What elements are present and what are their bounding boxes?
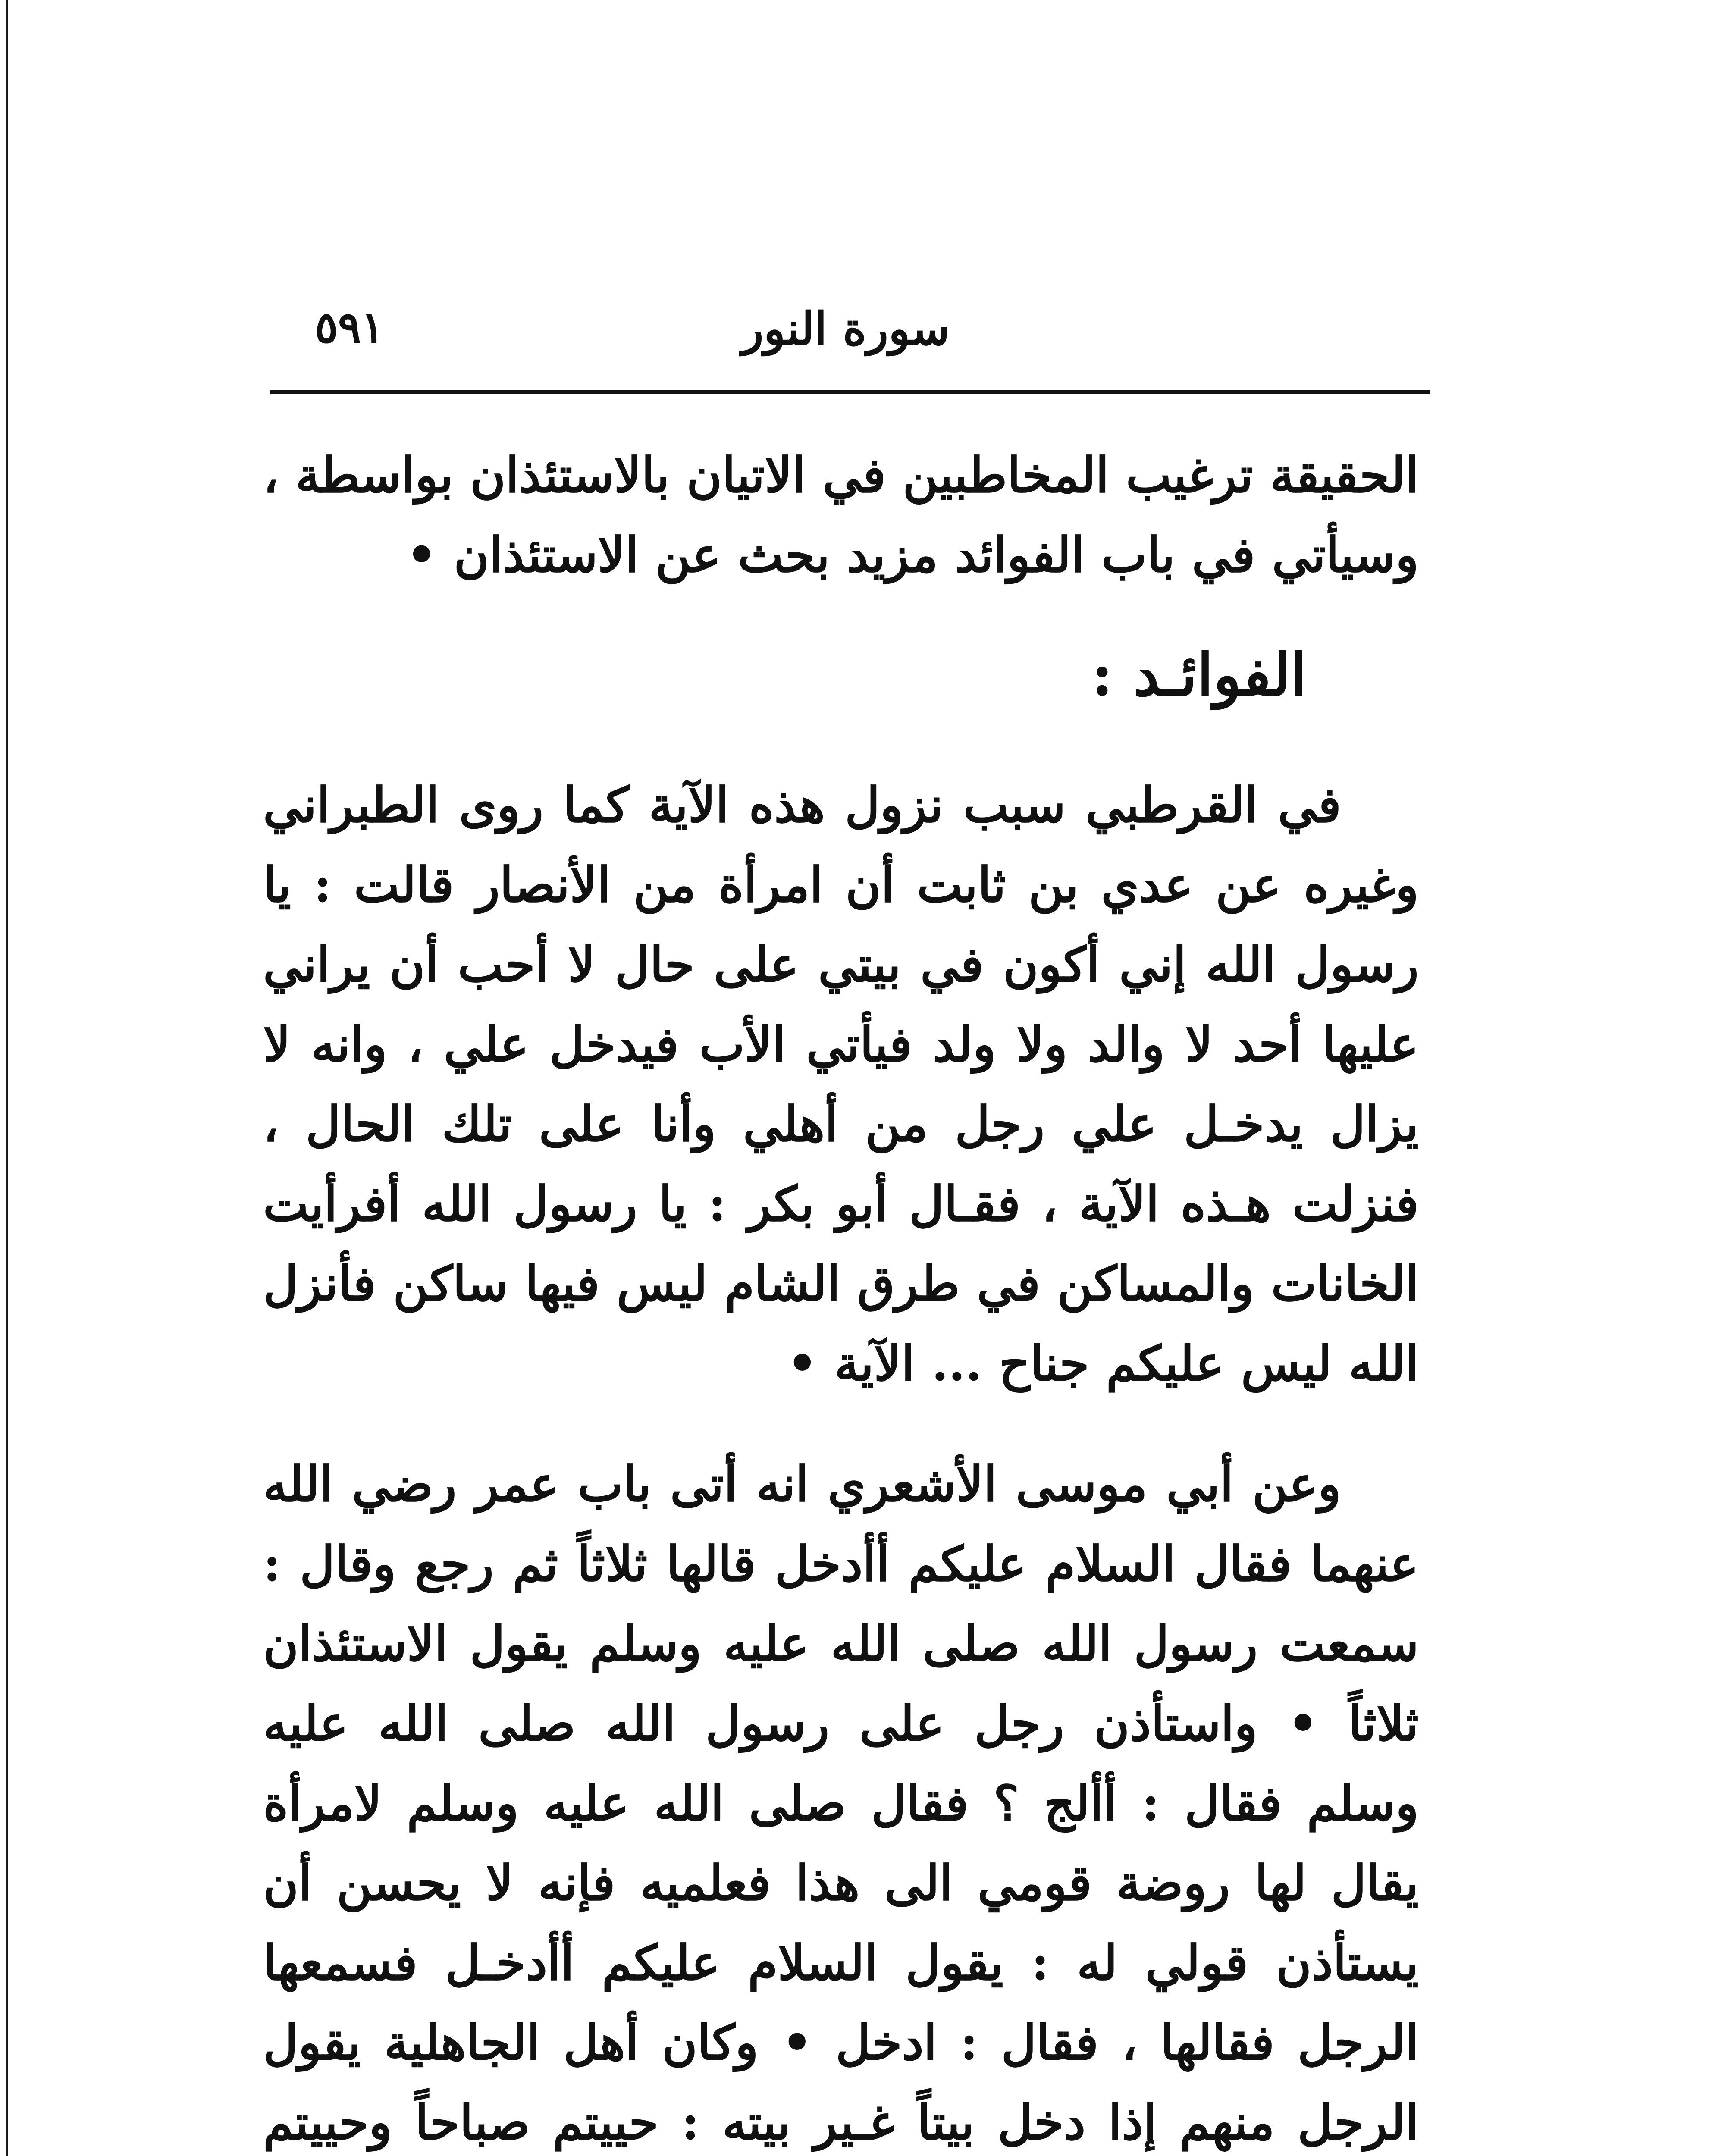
- section-heading-fawaid: الفوائـد :: [1091, 640, 1307, 709]
- page-content: [263, 436, 1419, 2156]
- paragraph-revelation-cause: في القرطبي سبب نزول هذه الآية كما روى الطبراني وغيره عن عدي بن ثابت أن امرأة من الأنصار قالت : يا رسول الله إني أكون في بيتي على حال لا أحب أن يراني عليها أحد لا والد ولا ولد فيأتي الأب فيدخل علي ، وانه لا يزال يدخـل علي رجل من أهلي وأنا على تلك الحال ، فنزلت هـذه الآية ، فقـال أبو بكر : يا رسول الله أفرأيت الخانات والمساكن في طرق الشام ليس فيها ساكن فأنزل الله ليس عليكم جناح ... الآية •: [263, 777, 1419, 1392]
- continued-paragraph: الحقيقة ترغيب المخاطبين في الاتيان بالاستئذان بواسطة ، وسيأتي في باب الفوائد مزيد بحث عن الاستئذان •: [263, 447, 1419, 583]
- header-divider: [270, 390, 1430, 394]
- page-edge-line: [6, 0, 8, 2156]
- paragraph-abu-musa-narration: وعن أبي موسى الأشعري انه أتى باب عمر رضي الله عنهما فقال السلام عليكم أأدخل قالها ثلاثاً ثم رجع وقال : سمعت رسول الله صلى الله عليه وسلم يقول الاستئذان ثلاثاً • واستأذن رجل على رسول الله صلى الله عليه وسلم فقال : أألج ؟ فقال صلى الله عليه وسلم لامرأة يقال لها روضة قومي الى هذا فعلميه فإنه لا يحسن أن يستأذن قولي له : يقول السلام عليكم أأدخـل فسمعها الرجل فقالها ، فقال : ادخل • وكان أهل الجاهلية يقول الرجل منهم إذا دخل بيتاً غـير بيته : حييتم صباحاً وحييتم: [263, 1456, 1419, 2151]
- surah-title: سورة النور: [742, 302, 950, 355]
- page-number: ٥٩١: [315, 302, 385, 353]
- running-header: [267, 302, 1423, 367]
